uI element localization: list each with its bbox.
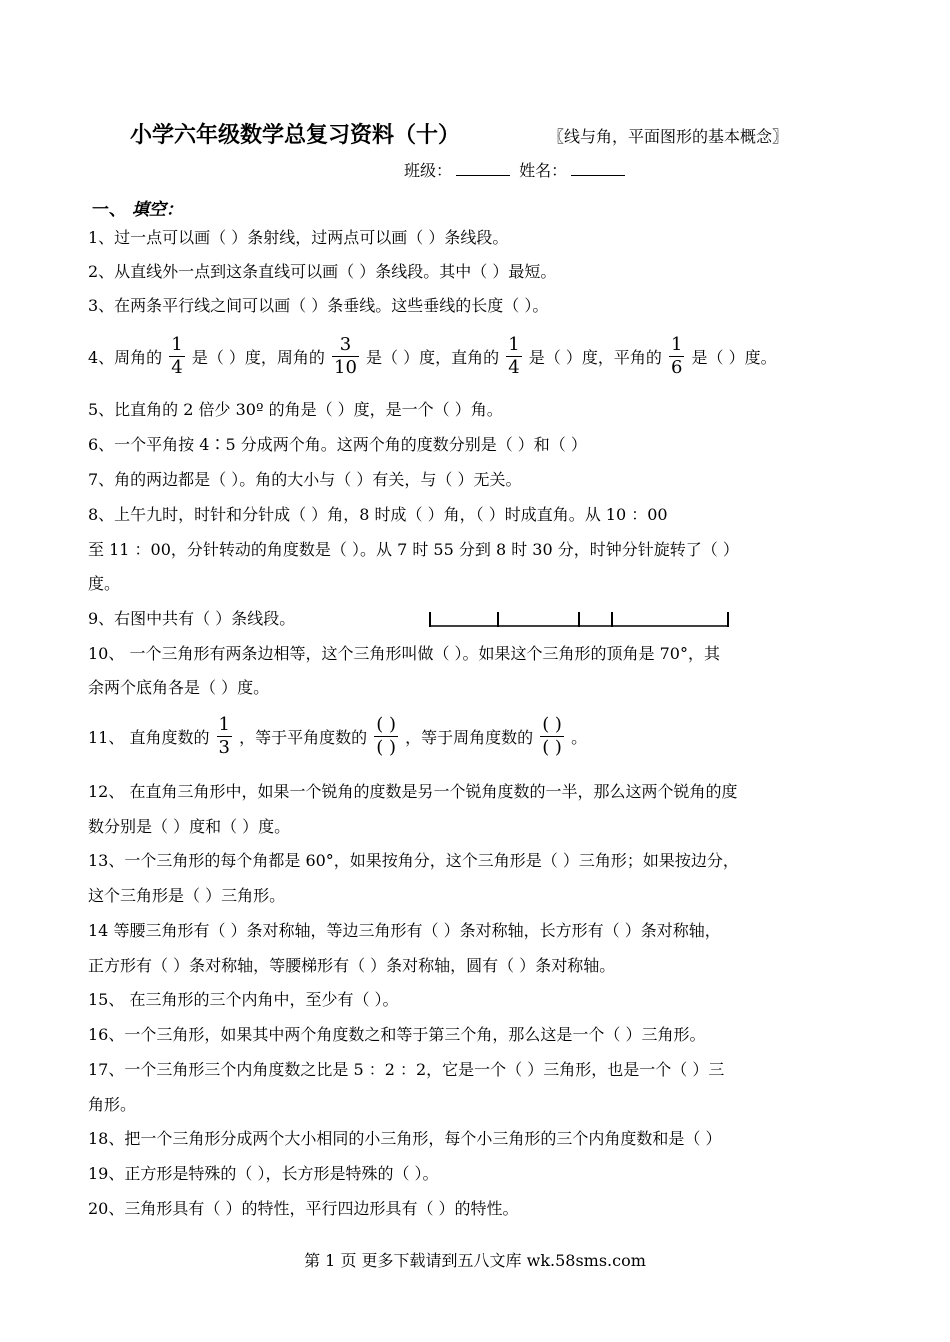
question-8-line-1: 8、上午九时，时针和分针成（ ）角，8 时成（ ）角，（ ）时成直角。从 10 ：00 (88, 505, 668, 524)
question-9: 9、右图中共有（ ）条线段。 (88, 609, 296, 628)
question-18: 18、把一个三角形分成两个大小相同的小三角形，每个小三角形的三个内角度数和是（ ） (88, 1129, 722, 1148)
fraction-denominator: 6 (670, 357, 683, 378)
question-13-line-2: 这个三角形是（ ）三角形。 (88, 886, 286, 905)
fraction-numerator: 1 (218, 714, 230, 735)
question-14-line-1: 14 等腰三角形有（ ）条对称轴，等边三角形有（ ）条对称轴，长方形有（ ）条对称轴， (88, 921, 721, 940)
line-segment-figure (426, 606, 736, 630)
fraction-numerator: 3 (332, 334, 359, 357)
question-4 (88, 334, 777, 379)
class-blank (456, 161, 510, 176)
question-17-line-1: 17、一个三角形三个内角度数之比是 5 ：2 ：2，它是一个（ ）三角形，也是一个（ ）三 (88, 1060, 725, 1079)
fraction-denominator: 3 (218, 737, 230, 758)
question-19: 19、正方形是特殊的（ ），长方形是特殊的（ ）。 (88, 1164, 439, 1183)
q11-text-c: ，等于周角度数的 (405, 728, 534, 747)
section-heading (92, 195, 183, 220)
q4-text-e: 是（ ）度。 (691, 348, 777, 367)
class-label: 班级： (404, 161, 453, 180)
fraction-blank (374, 714, 398, 759)
name-blank (571, 161, 625, 176)
fraction-numerator: 1 (670, 334, 683, 355)
q4-text-c: 是（ ）度，直角的 (366, 348, 500, 367)
q11-text-a: 11、 直角度数的 (88, 728, 210, 747)
question-11 (88, 714, 587, 759)
question-3: 3、在两条平行线之间可以画（ ）条垂线。这些垂线的长度（ ）。 (88, 296, 549, 315)
fraction-numerator: 1 (171, 334, 183, 355)
question-1: 1、过一点可以画（ ）条射线，过两点可以画（ ）条线段。 (88, 228, 509, 247)
section-number: 一、 (92, 200, 126, 220)
question-10-line-1: 10、 一个三角形有两条边相等，这个三角形叫做（ ）。如果这个三角形的顶角是 70°，其 (88, 644, 720, 663)
page-title: 小学六年级数学总复习资料（十） (130, 122, 461, 148)
fraction-numerator: ( ) (542, 714, 562, 735)
q4-text-a: 4、周角的 (88, 348, 163, 367)
fraction-denominator: ( ) (542, 737, 562, 758)
question-10-line-2: 余两个底角各是（ ）度。 (88, 678, 270, 697)
question-17-line-2: 角形。 (88, 1095, 137, 1114)
question-8-line-3: 度。 (88, 574, 121, 593)
fraction-denominator: 10 (334, 357, 357, 378)
question-14-line-2: 正方形有（ ）条对称轴，等腰梯形有（ ）条对称轴，圆有（ ）条对称轴。 (88, 956, 616, 975)
question-13-line-1: 13、一个三角形的每个角都是 60°，如果按角分，这个三角形是（ ）三角形；如果按边分， (88, 851, 739, 870)
fraction-numerator: 1 (508, 334, 520, 355)
q4-text-d: 是（ ）度，平角的 (528, 348, 662, 367)
fraction-blank (540, 714, 564, 759)
fraction (169, 334, 184, 379)
question-7: 7、角的两边都是（ ）。角的大小与（ ）有关，与（ ）无关。 (88, 470, 522, 489)
fraction (217, 714, 232, 759)
page-subtitle: 〖线与角，平面图形的基本概念〗 (548, 127, 789, 146)
fraction (332, 334, 359, 379)
fraction-numerator: ( ) (376, 714, 396, 735)
question-8-line-2: 至 11 ：00，分针转动的角度数是（ ）。从 7 时 55 分到 8 时 30 分，时钟分针旋转了（ ） (88, 540, 739, 559)
question-5: 5、比直角的 2 倍少 30º 的角是（ ）度，是一个（ ）角。 (88, 400, 503, 419)
question-16: 16、一个三角形，如果其中两个角度数之和等于第三个角，那么这是一个（ ）三角形。 (88, 1025, 706, 1044)
class-name-line (404, 158, 629, 181)
q11-text-b: ，等于平角度数的 (239, 728, 368, 747)
section-title: 填空： (131, 200, 183, 220)
fraction-denominator: ( ) (376, 737, 396, 758)
q11-text-d: 。 (571, 728, 588, 747)
question-12-line-2: 数分别是（ ）度和（ ）度。 (88, 817, 291, 836)
q4-text-b: 是（ ）度，周角的 (191, 348, 325, 367)
fraction (669, 334, 684, 379)
name-label: 姓名： (519, 161, 568, 180)
question-12-line-1: 12、 在直角三角形中，如果一个锐角的度数是另一个锐角度数的一半，那么这两个锐角的度 (88, 782, 738, 801)
question-15: 15、 在三角形的三个内角中，至少有（ ）。 (88, 990, 399, 1009)
question-20: 20、三角形具有（ ）的特性，平行四边形具有（ ）的特性。 (88, 1199, 519, 1218)
page-footer: 第 1 页 更多下载请到五八文库 wk.58sms.com (304, 1251, 646, 1270)
question-2: 2、从直线外一点到这条直线可以画（ ）条线段。其中（ ）最短。 (88, 262, 557, 281)
fraction (506, 334, 521, 379)
fraction-denominator: 4 (508, 357, 520, 378)
question-6: 6、一个平角按 4∶5 分成两个角。这两个角的度数分别是（ ）和（ ） (88, 435, 587, 454)
fraction-denominator: 4 (171, 357, 183, 378)
